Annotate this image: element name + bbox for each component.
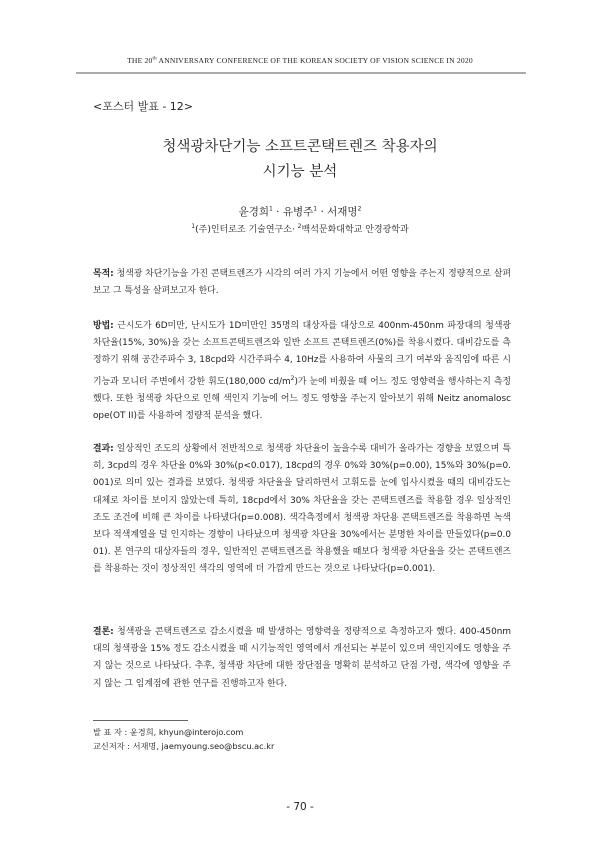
conference-header: THE 20th ANNIVERSARY CONFERENCE OF THE KOREAN SOCIETY OF VISION SCIENCE IN 2020 [127,56,473,65]
purpose-paragraph: 목적: 청색광 차단기능을 가진 콘택트렌즈가 시각의 여러 가지 기능에서 어떤 영향을 주는지 정량적으로 살펴보고 그 특성을 살펴보고자 한다. [93,269,511,297]
method-paragraph: 방법: 근시도가 6D미만, 난시도가 1D미만인 35명의 대상자를 대상으로 400nm-450nm 파장대의 청색광 차단율(15%, 30%)을 갖는 소프트콘택트렌즈와 일반 소프트 콘택트렌즈(0%)를 착용시켰다. 대비감도를 측정하기 위해 공간주파수 3, 18cpd와 시간주파수 4, 10Hz를 사용하여 사물의 크기 여부와 움직임에 따른 시기능과 모니터 주변에서 강한 휘도(180,000 $cd/m^2$)가 눈에 비췄을 때 어느 정도 영향력을 행사하는지 측정했다. 또한 청색광 차단으로 인해 색인지 기능에 어느 정도 영향을 주는지 알아보기 위해 Neitz anomaloscope(OT II)를 사용하여 정량적 분석을 했다. [93,321,511,421]
author-1: 윤경희 [238,206,270,218]
author-3: 서재명 [327,206,358,218]
page-number: - 70 - [286,801,314,813]
section-label: <포스터 발표 - 12> [93,100,194,113]
presenter-footnote: 발 표 자 : 윤경희, khyun@interojo.com [93,727,244,737]
affiliations: $^1$(주)인터로조 기술연구소· $^2$백석문화대학교 안경광학과 [191,223,409,235]
author-2: 유병주 [282,206,314,218]
result-label: 결과: [93,444,114,454]
corresponding-author-footnote: 교신저자 : 서재명, jaemyoung.seo@bscu.ac.kr [93,741,275,751]
author-list: 윤경희$^1$ · 유병주$^1$ · 서재명$^2$ [238,205,362,218]
header-rule [76,72,526,74]
purpose-label: 목적: [93,269,114,279]
conclusion-label: 결론: [93,627,114,637]
paper-title [0,135,600,185]
method-label: 방법: [93,321,114,331]
title-line-1: 청색광차단기능 소프트콘택트렌즈 착용자의 [162,139,438,155]
conclusion-paragraph: 결론: 청색광을 콘택트렌즈로 감소시켰을 때 발생하는 영향력을 정량적으로 측정하고자 했다. 400-450nm대의 청색광을 15% 정도 감소시켰을 때 시기능적인 영역에서 개선되는 부분이 있으며 색인지에도 영향을 주지 않는 것으로 나타났다. 추후, 청색광 차단에 대한 장단점을 명확히 분석하고 단점 가령, 색각에 영향을 주지 않는 그 임계점에 관한 연구를 진행하고자 한다. [93,627,511,689]
footnote-rule [93,720,188,721]
title-line-2: 시기능 분석 [262,164,338,180]
result-paragraph: 결과: 일상적인 조도의 상황에서 전반적으로 청색광 차단율이 높을수록 대비가 올라가는 경향을 보였으며 특히, 3cpd의 경우 차단율 0%와 30%(p<0.017), 18cpd의 경우 0%와 30%(p=0.00), 15%와 30%(p=0.001)로 의미 있는 결과를 보였다. 청색광 차단율을 달리하면서 고휘도를 눈에 입사시켰을 때의 대비감도는 대체로 차이를 보이지 않았는데 특히, 18cpd에서 30% 차단율을 갖는 콘택트렌즈를 착용할 경우 일상적인 조도 조건에 비해 큰 차이를 나타냈다(p=0.008). 색각측정에서 청색광 차단용 콘택트렌즈를 착용하면 녹색보다 적색계열을 덜 인지하는 경향이 나타났으며 청색광 차단율 30%에서는 분명한 차이를 만들었다(p=0.001). 본 연구의 대상자들의 경우, 일반적인 콘택트렌즈를 착용했을 때보다 청색광 차단율을 갖는 콘택트렌즈를 착용하는 것이 정상적인 색각의 영역에 더 가깝게 만드는 것으로 나타났다(p=0.001). [93,444,511,575]
